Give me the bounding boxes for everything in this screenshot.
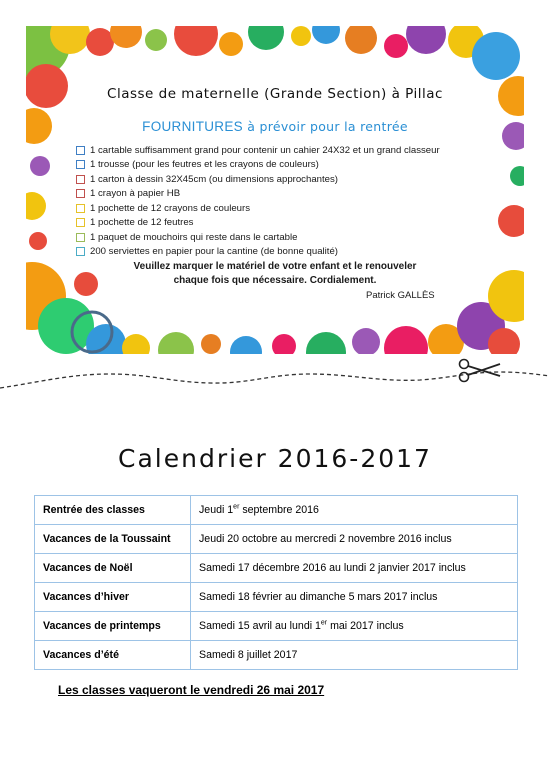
item-text: 1 paquet de mouchoirs qui reste dans le cartable [90, 231, 298, 243]
dates-text: Samedi 15 avril au lundi 1 [199, 620, 321, 632]
period-dates [191, 496, 518, 525]
list-item [76, 245, 440, 260]
calendar-title: Calendrier 2016-2017 [118, 444, 432, 473]
calendar-table [34, 495, 518, 670]
period-label: Vacances de la Toussaint [35, 525, 191, 554]
list-item [76, 216, 440, 231]
dates-text: Jeudi 1 [199, 504, 234, 516]
list-item [76, 230, 440, 245]
item-text: 1 pochette de 12 feutres [90, 217, 194, 229]
item-text: 1 carton à dessin 32X45cm (ou dimensions approchantes) [90, 173, 338, 185]
item-text: 1 crayon à papier HB [90, 188, 181, 200]
subtitle-prefix: FOURNITURES [142, 119, 243, 134]
period-dates [191, 641, 518, 670]
list-item [76, 201, 440, 216]
list-item [76, 172, 440, 187]
closing-note: Les classes vaqueront le vendredi 26 mai 2017 [58, 683, 325, 697]
period-label: Vacances d’hiver [35, 583, 191, 612]
subtitle-rest: à prévoir pour la rentrée [242, 119, 408, 134]
period-dates [191, 525, 518, 554]
checkbox-icon [76, 204, 85, 213]
dates-text: septembre 2016 [239, 504, 319, 516]
list-item [76, 158, 440, 173]
scissors-icon [460, 360, 501, 382]
table-row [35, 612, 518, 641]
period-dates [191, 583, 518, 612]
card-title: Classe de maternelle (Grande Section) à Pillac [107, 86, 443, 102]
checkbox-icon [76, 146, 85, 155]
list-item [76, 187, 440, 202]
dates-text: Samedi 18 février au dimanche 5 mars 2017 inclus [199, 591, 438, 603]
checkbox-icon [76, 160, 85, 169]
table-row [35, 525, 518, 554]
ordinal-sup: er [233, 503, 240, 511]
item-text: 200 serviettes en papier pour la cantine (de bonne qualité) [90, 246, 339, 258]
item-text: 1 trousse (pour les feutres et les crayons de couleurs) [90, 159, 319, 171]
cut-line [0, 352, 550, 402]
card-subtitle [26, 119, 524, 134]
period-dates [191, 554, 518, 583]
checkbox-icon [76, 175, 85, 184]
period-dates [191, 612, 518, 641]
note-line: Veuillez marquer le matériel de votre enfant et le renouveler [133, 261, 417, 272]
dates-text: Samedi 17 décembre 2016 au lundi 2 janvier 2017 inclus [199, 562, 466, 574]
parent-note [26, 260, 524, 288]
dates-text: mai 2017 inclus [327, 620, 404, 632]
item-text: 1 pochette de 12 crayons de couleurs [90, 202, 251, 214]
period-label: Vacances de printemps [35, 612, 191, 641]
supplies-card [26, 26, 524, 354]
note-line: chaque fois que nécessaire. Cordialement. [173, 275, 377, 286]
table-row [35, 496, 518, 525]
dates-text: Jeudi 20 octobre au mercredi 2 novembre 2016 inclus [199, 533, 452, 545]
period-label: Vacances d’été [35, 641, 191, 670]
checkbox-icon [76, 247, 85, 256]
table-row [35, 554, 518, 583]
checkbox-icon [76, 233, 85, 242]
period-label: Rentrée des classes [35, 496, 191, 525]
list-item [76, 143, 440, 158]
period-label: Vacances de Noël [35, 554, 191, 583]
table-row [35, 641, 518, 670]
signature: Patrick GALLÈS [366, 290, 435, 301]
item-text: 1 cartable suffisamment grand pour contenir un cahier 24X32 et un grand classeur [90, 144, 440, 156]
checkbox-icon [76, 218, 85, 227]
checkbox-icon [76, 189, 85, 198]
dates-text: Samedi 8 juillet 2017 [199, 649, 298, 661]
ordinal-sup: er [320, 619, 328, 627]
supplies-list [76, 143, 440, 259]
table-row [35, 583, 518, 612]
